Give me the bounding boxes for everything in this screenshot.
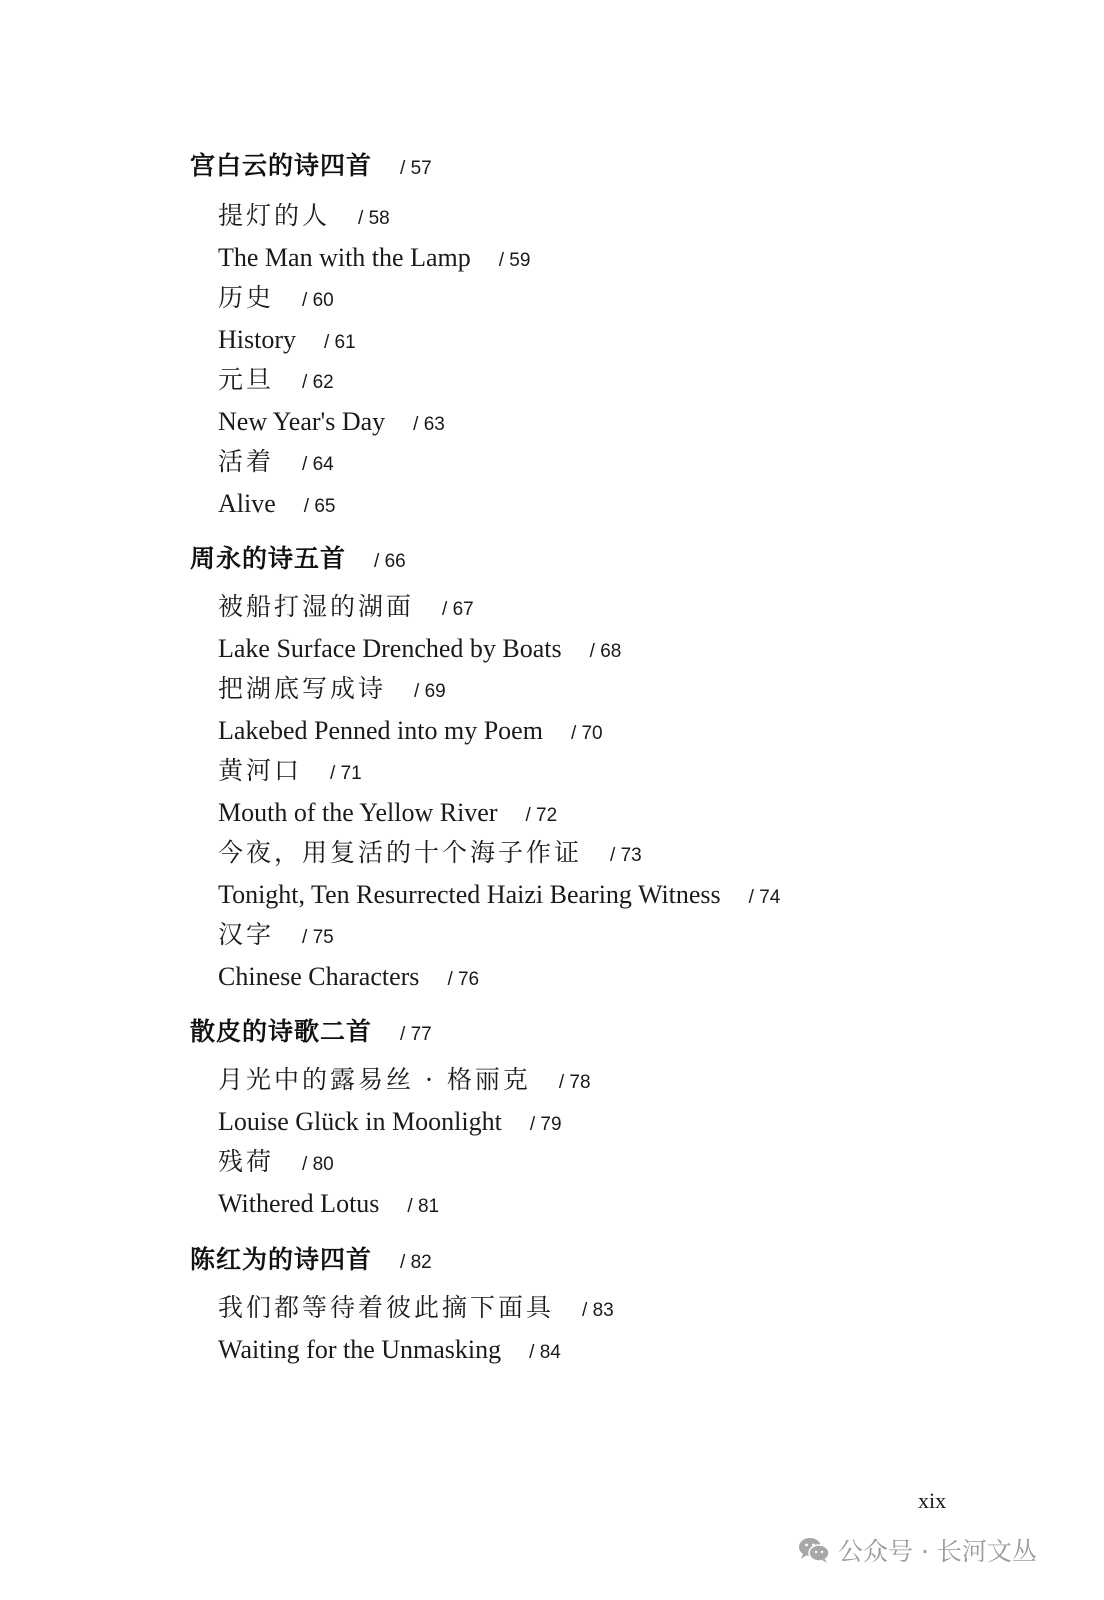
entry-title: Mouth of the Yellow River — [218, 798, 498, 827]
entry-title: 今夜，用复活的十个海子作证 — [218, 838, 583, 867]
toc-entry — [218, 245, 530, 271]
entry-title: 元旦 — [218, 365, 275, 394]
page-number: / 65 — [303, 496, 336, 517]
page-number: / 62 — [302, 372, 334, 393]
entry-title: 月光中的露易丝 · 格丽克 — [218, 1065, 531, 1094]
page-number: / 70 — [570, 723, 603, 744]
toc-entry — [218, 840, 642, 865]
watermark — [798, 1532, 1037, 1568]
entry-title: 把湖底写成诗 — [218, 674, 387, 703]
toc-entry — [218, 327, 356, 353]
page-number: / 60 — [302, 290, 334, 311]
section-title: 周永的诗五首 — [190, 544, 347, 573]
page-number: / 74 — [748, 887, 781, 908]
entry-title: 活着 — [218, 447, 275, 476]
section-title: 陈红为的诗四首 — [190, 1245, 373, 1274]
toc-entry — [218, 203, 390, 228]
toc-entry — [218, 1295, 614, 1320]
entry-title: 被船打湿的湖面 — [218, 592, 415, 621]
page-number: / 76 — [447, 969, 480, 990]
section-title: 宫白云的诗四首 — [190, 151, 373, 180]
page-number: / 78 — [558, 1072, 591, 1093]
page-number: / 79 — [529, 1114, 562, 1135]
page-number: / 63 — [413, 414, 445, 435]
page-folio: xix — [918, 1488, 947, 1513]
page-number: / 83 — [582, 1300, 614, 1321]
entry-title: 提灯的人 — [218, 201, 331, 230]
toc-entry — [218, 1067, 591, 1092]
toc-entry — [218, 367, 334, 392]
page-number: / 72 — [525, 805, 558, 826]
toc-entry — [218, 1149, 334, 1174]
page-number: / 68 — [589, 641, 622, 662]
entry-title: 历史 — [218, 283, 275, 312]
toc-entry — [218, 882, 780, 908]
page-number: / 81 — [407, 1196, 440, 1217]
entry-title: Louise Glück in Moonlight — [218, 1107, 502, 1136]
entry-title: Withered Lotus — [218, 1189, 380, 1218]
toc-entry — [218, 964, 479, 990]
page-number: / 73 — [610, 845, 642, 866]
entry-title: Tonight, Ten Resurrected Haizi Bearing Witness — [218, 880, 721, 909]
entry-title: Alive — [218, 489, 276, 518]
toc-entry — [218, 758, 362, 783]
toc-entry — [218, 449, 334, 474]
entry-title: Lake Surface Drenched by Boats — [218, 634, 562, 663]
wechat-icon — [798, 1536, 830, 1564]
page-number: / 84 — [529, 1342, 561, 1363]
toc-entry — [218, 409, 445, 435]
watermark-text: 公众号 · 长河文丛 — [838, 1537, 1037, 1566]
toc-entry — [218, 800, 557, 826]
entry-title: History — [218, 325, 296, 354]
page-number: / 80 — [302, 1154, 334, 1175]
entry-title: 我们都等待着彼此摘下面具 — [218, 1293, 555, 1322]
page-number: / 67 — [442, 599, 474, 620]
entry-title: 残荷 — [218, 1147, 275, 1176]
toc-entry — [218, 285, 334, 310]
page-number: / 77 — [400, 1024, 432, 1045]
toc-entry — [218, 922, 334, 947]
toc-entry — [218, 1337, 561, 1363]
page-number: / 61 — [324, 332, 356, 353]
page-number: / 71 — [330, 763, 362, 784]
page-number: / 58 — [358, 208, 390, 229]
toc-entry — [218, 1191, 439, 1217]
page-number: / 64 — [302, 454, 334, 475]
toc-entry — [218, 491, 335, 517]
entry-title: Chinese Characters — [218, 962, 420, 991]
toc-entry — [218, 676, 446, 701]
entry-title: Lakebed Penned into my Poem — [218, 716, 543, 745]
section-heading — [190, 153, 432, 178]
page-number: / 57 — [400, 158, 432, 179]
section-title: 散皮的诗歌二首 — [190, 1017, 373, 1046]
page-number: / 66 — [374, 551, 406, 572]
page-number: / 69 — [414, 681, 446, 702]
section-heading — [190, 1247, 432, 1272]
page-number: / 75 — [302, 927, 334, 948]
toc-entry — [218, 1109, 562, 1135]
page-number: / 59 — [498, 250, 531, 271]
entry-title: Waiting for the Unmasking — [218, 1335, 502, 1364]
toc-entry — [218, 718, 603, 744]
toc-entry — [218, 594, 474, 619]
toc-entry — [218, 636, 621, 662]
section-heading — [190, 546, 406, 571]
entry-title: 汉字 — [218, 920, 275, 949]
section-heading — [190, 1019, 432, 1044]
entry-title: 黄河口 — [218, 756, 303, 785]
entry-title: The Man with the Lamp — [218, 243, 471, 272]
entry-title: New Year's Day — [218, 407, 386, 436]
page-number: / 82 — [400, 1252, 432, 1273]
